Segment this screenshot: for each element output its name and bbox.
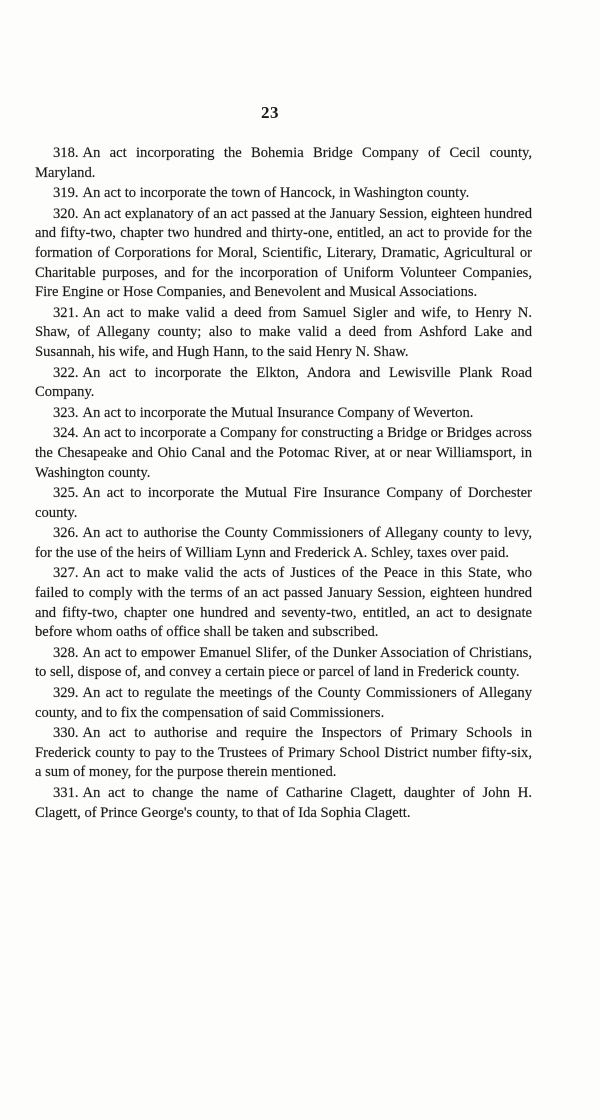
act-entry-319 (35, 184, 532, 204)
act-text: An act to incorporate the Mutual Insurance Company of Weverton. (82, 404, 474, 421)
act-number: 329. (53, 685, 79, 702)
act-entry-320 (35, 205, 532, 303)
act-entry-331 (35, 784, 532, 823)
act-text: An act to authorise and require the Inspectors of Primary Schools in Frederick county to pay to the Trustees of Primary School District number fifty-six, a sum of money, for the purpose therein mentioned. (35, 725, 532, 781)
act-number: 324. (53, 425, 79, 442)
act-number: 330. (53, 725, 79, 742)
act-entry-321 (35, 304, 532, 363)
act-entry-327 (35, 564, 532, 642)
act-number: 318. (53, 145, 79, 161)
act-text: An act to empower Emanuel Slifer, of the Dunker Association of Christians, to sell, dispose of, and convey a certain piece or parcel of land in Frederick county. (35, 644, 532, 681)
act-text: An act to incorporate the Elkton, Andora and Lewisville Plank Road Company. (35, 364, 532, 401)
act-number: 326. (53, 525, 79, 542)
act-list (35, 144, 532, 824)
act-text: An act to make valid a deed from Samuel Sigler and wife, to Henry N. Shaw, of Allegany county; also to make valid a deed from Ashford Lake and Susannah, his wife, and Hugh Hann, to the said Henry N. Shaw. (35, 304, 532, 360)
act-text: An act to incorporate the Mutual Fire Insurance Company of Dorchester county. (35, 485, 532, 521)
act-entry-318 (35, 144, 532, 183)
act-number: 321. (53, 304, 79, 321)
act-number: 320. (53, 205, 79, 222)
act-number: 327. (53, 565, 79, 582)
act-number: 319. (53, 185, 79, 202)
act-number: 331. (53, 785, 79, 801)
act-number: 328. (53, 644, 79, 661)
act-entry-329 (35, 684, 532, 723)
act-entry-323 (35, 404, 532, 424)
act-text: An act to change the name of Catharine Clagett, daughter of John H. Clagett, of Prince George's county, to that of Ida Sophia Clagett. (35, 785, 532, 821)
act-text: An act to incorporate the town of Hancock, in Washington county. (82, 185, 470, 202)
act-entry-328 (35, 644, 532, 683)
act-entry-322 (35, 364, 532, 403)
act-entry-324 (35, 424, 532, 483)
act-text: An act to incorporate a Company for constructing a Bridge or Bridges across the Chesapeake and Ohio Canal and the Potomac River, at or near Williamsport, in Washington county. (35, 425, 532, 481)
act-text: An act incorporating the Bohemia Bridge Company of Cecil county, Maryland. (35, 145, 532, 181)
act-entry-326 (35, 524, 532, 563)
act-text: An act to authorise the County Commissioners of Allegany county to levy, for the use of the heirs of William Lynn and Frederick A. Schley, taxes over paid. (35, 525, 532, 561)
act-entry-330 (35, 724, 532, 783)
act-number: 325. (53, 485, 79, 502)
act-text: An act explanatory of an act passed at the January Session, eighteen hundred and fifty-two, chapter two hundred and thirty-one, entitled, an act to provide for the formation of Corporations for Moral, Scientific, Literary, Dramatic, Agricultural or Charitable purposes, and for the incorporation of Uniform Volunteer Companies, Fire Engine or Hose Companies, and Benevolent and Musical Associations. (35, 205, 532, 301)
act-text: An act to regulate the meetings of the County Commissioners of Allegany county, and to fix the compensation of said Commissioners. (35, 685, 532, 721)
act-number: 323. (53, 404, 79, 421)
act-text: An act to make valid the acts of Justices of the Peace in this State, who failed to comply with the terms of an act passed January Session, eighteen hundred and fifty-two, chapter one hundred and seventy-two, entitled, an act to designate before whom oaths of office shall be taken and subscribed. (35, 565, 532, 641)
act-number: 322. (53, 364, 79, 381)
page-number: 23 (261, 103, 279, 122)
act-entry-325 (35, 484, 532, 523)
